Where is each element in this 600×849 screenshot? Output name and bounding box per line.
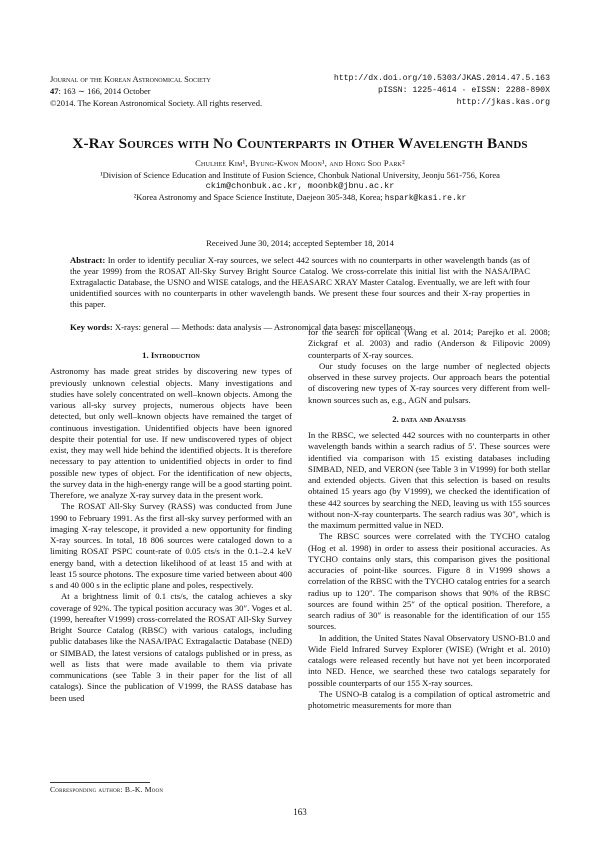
abstract xyxy=(70,255,530,310)
page-number: 163 xyxy=(293,807,307,817)
corresponding-author-note: Corresponding author: B.-K. Moon xyxy=(50,785,164,794)
abstract-text: In order to identify peculiar X-ray sources, we select 442 sources with no counterparts in other wavelength bands (as of the year 1999) from the ROSAT All-Sky Survey Bright Source Catalog. We cross-correlate this initial list with the NASA/IPAC Extragalactic Database, the USNO and WISE catalogs, and the HEASARC XRAY Master Catalog. Eventually, we are left with four unidentified sources with no counterparts in other wavelength bands. We present these four sources and their X-ray properties in this paper. xyxy=(70,255,530,310)
data-paragraph-1: In the RBSC, we selected 442 sources with no counterparts in other wavelength bands within a search radius of 5′. These sources were identified via comparison with 15 existing databases including SIMBAD, NED, and VERON (see Table 3 in V1999) for both stellar and extended objects. Given that this selection is based on results obtained 15 years ago (by V1999), we checked the identification of these 442 sources by searching the NED, leaving us with 155 sources without non-X-ray counterparts. The search radius was 30″, which is the maximum permitted value in NED. xyxy=(308,430,550,530)
doi-block xyxy=(334,73,550,109)
footnote-rule xyxy=(50,782,150,783)
affiliation-1-emails: ckim@chonbuk.ac.kr, moonbk@jbnu.ac.kr xyxy=(205,181,395,191)
keywords-label: Key words: xyxy=(70,322,113,332)
volume-number: 47 xyxy=(50,86,59,96)
journal-name: Journal of the Korean Astronomical Society xyxy=(50,74,211,84)
journal-header xyxy=(50,73,262,109)
affiliation-2-email: hspark@kasi.re.kr xyxy=(384,194,467,203)
issn-line: pISSN: 1225-4614 · eISSN: 2288-890X xyxy=(378,86,550,95)
data-paragraph-3: In addition, the United States Naval Observatory USNO-B1.0 and Wide Field Infrared Survey Explorer (WISE) (Wright et al. 2010) catalogs were released recently but have not yet been incorporated into NED. Hence, we searched these two catalogs separately for possible counterparts of our 155 X-ray sources. xyxy=(308,632,550,688)
affiliation-2 xyxy=(30,192,570,204)
keywords-text: X-rays: general — Methods: data analysis — Astronomical data bases: miscellaneous xyxy=(114,322,413,332)
right-column xyxy=(308,327,550,711)
journal-url[interactable]: http://jkas.kas.org xyxy=(456,98,550,107)
intro-paragraph-3: At a brightness limit of 0.1 cts/s, the catalog achieves a sky coverage of 92%. The typical position accuracy was 30″. Voges et al. (1999, hereafter V1999) cross-correlated the ROSAT All-Sky Survey Bright Source Catalog (RBSC) with various catalogs, including public databases like the NASA/IPAC Extragalactic Database (NED) or SIMBAD, the latest versions of catalogs published or in press, as well as lists that were made available to them via private communications (see Table 3 in their paper for the list of all catalogs). Since the publication of V1999, the RASS database has been used xyxy=(50,591,292,703)
affiliation-1: ¹Division of Science Education and Institute of Fusion Science, Chonbuk National University, Jeonju 561-756, Korea xyxy=(100,170,500,180)
data-paragraph-2: The RBSC sources were correlated with the TYCHO catalog (Hog et al. 1998) in order to assess their positional accuracies. As TYCHO contains only stars, this comparison gives the positional accuracies of point-like sources. Figure 8 in V1999 shows a correlation of the RBSC with the TYCHO catalog entries for a search radius up to 120″. The comparison shows that 90% of the RBSC sources are found within 25″ of the optical position. Therefore, a search radius of 30″ is reasonable for the identification of our 155 sources. xyxy=(308,531,550,632)
intro-paragraph-1: Astronomy has made great strides by discovering new types of previously unknown celestial objects. Many investigations and studies have solely concentrated on well–known objects. Among the various all-sky survey projects, numerous objects have been detected, but only well–known objects have remained the target of continuous investigation. Unidentified objects have been ignored despite their potential for use. If new undiscovered types of object exist, they may well hide behind the identified objects. It is therefore necessary to pay attention to unidentified objects in order to find possible new types of object. For the identification of new objects, the survey data in the high-energy range will be a good starting point. Therefore, we analyze X-ray survey data in the present work. xyxy=(50,366,292,500)
right-paragraph-2: Our study focuses on the large number of neglected objects observed in these survey projects. Our approach bears the potential of discovering new types of X-ray sources very different from well-known sources such as, e.g., AGN and pulsars. xyxy=(308,360,550,405)
received-dates: Received June 30, 2014; accepted September 18, 2014 xyxy=(206,238,394,248)
paper-title: X-Ray Sources with No Counterparts in Other Wavelength Bands xyxy=(72,135,528,152)
abstract-label: Abstract: xyxy=(70,255,106,265)
author-list: Chulhee Kim¹, Byung-Kwon Moon¹, and Hong Soo Park² xyxy=(195,158,405,168)
volume-line xyxy=(50,85,262,97)
intro-paragraph-2: The ROSAT All-Sky Survey (RASS) was conducted from June 1990 to February 1991. As the first all-sky survey performed with an imaging X-ray telescope, it provided a new opportunity for finding X-ray sources. In total, 18 806 sources were cataloged down to a limiting ROSAT PSPC count-rate of 0.05 cts/s in the 0.1–2.4 keV energy band, with a detection likelihood of at least 15 and with at least 15 source photons. The exposure time varied between about 400 s and 40 000 s in the ecliptic plane and poles, respectively. xyxy=(50,501,292,590)
intro-heading: 1. Introduction xyxy=(142,350,200,360)
data-paragraph-4: The USNO-B catalog is a compilation of optical astrometric and photometric measurements for more than xyxy=(308,688,550,710)
copyright-line: ©2014. The Korean Astronomical Society. All rights reserved. xyxy=(50,98,263,108)
left-column xyxy=(50,350,292,704)
volume-pages: : 163 ∼ 166, 2014 October xyxy=(58,86,151,96)
affiliation-2-text: ²Korea Astronomy and Space Science Institute, Daejeon 305-348, Korea; xyxy=(133,192,385,202)
right-paragraph-1: for the search for optical (Wang et al. 2014; Parejko et al. 2008; Zickgraf et al. 2003) and radio (Anderson & Filipovic 2009) counterparts of X-ray sources. xyxy=(308,327,550,360)
data-heading: 2. data and Analysis xyxy=(392,413,466,424)
doi-link[interactable]: http://dx.doi.org/10.5303/JKAS.2014.47.5.163 xyxy=(333,74,550,83)
